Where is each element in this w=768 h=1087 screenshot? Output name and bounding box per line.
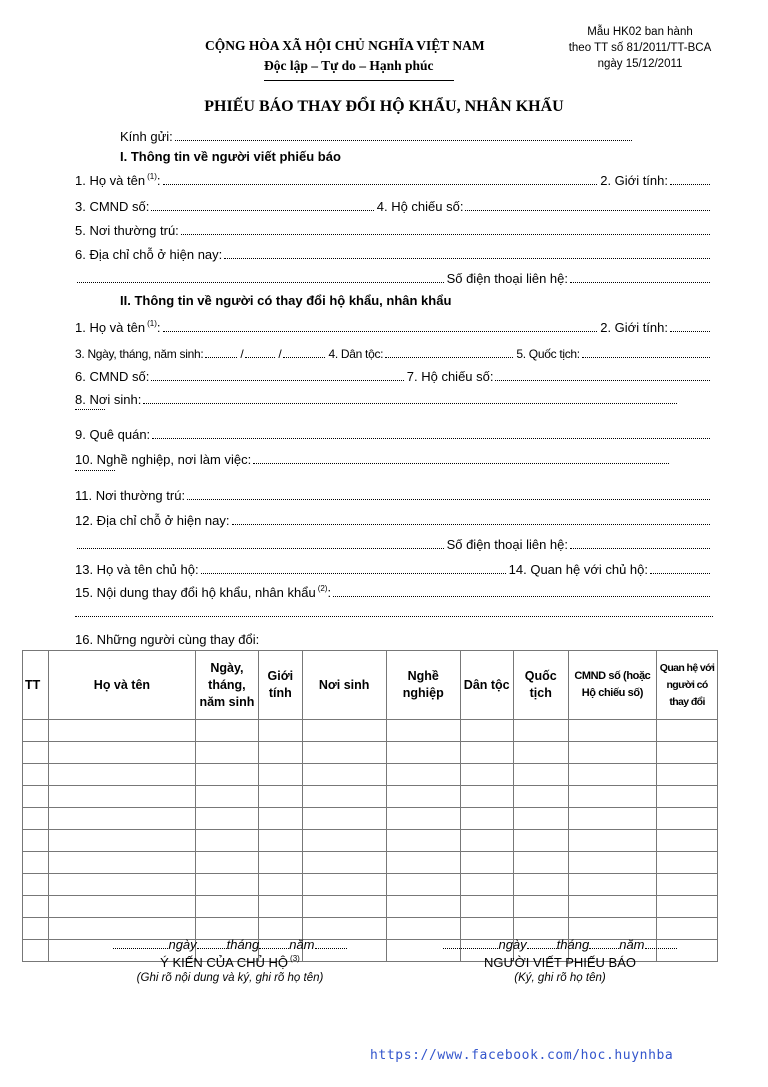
s1-name-field[interactable]	[163, 172, 598, 185]
s2-nation-label: 5. Quốc tịch:	[516, 347, 580, 361]
table-cell[interactable]	[386, 764, 460, 786]
table-cell[interactable]	[302, 742, 386, 764]
s2-dob-sep: /	[278, 347, 282, 361]
right-year-field[interactable]	[589, 938, 619, 949]
table-cell[interactable]	[386, 830, 460, 852]
table-cell[interactable]	[195, 852, 259, 874]
table-cell[interactable]	[23, 874, 49, 896]
table-cell[interactable]	[657, 808, 718, 830]
table-cell[interactable]	[513, 852, 568, 874]
table-cell[interactable]	[23, 940, 49, 962]
table-header-row	[23, 651, 718, 720]
table-cell[interactable]	[259, 830, 302, 852]
table-row	[23, 830, 718, 852]
s2-name-row: 1. Họ và tên (1) : 2. Giới tính:	[75, 319, 713, 337]
table-cell[interactable]	[568, 852, 656, 874]
table-cell[interactable]	[386, 808, 460, 830]
table-row	[23, 852, 718, 874]
table-cell[interactable]	[657, 742, 718, 764]
table-cell[interactable]	[49, 896, 195, 918]
table-cell[interactable]	[657, 830, 718, 852]
table-cell[interactable]	[302, 874, 386, 896]
right-sign-sub: (Ký, ghi rõ họ tên)	[514, 972, 606, 984]
form-note-line: theo TT số 81/2011/TT-BCA	[568, 42, 712, 54]
left-date	[95, 937, 365, 952]
s2-dob-row	[75, 345, 713, 363]
s1-name-row: 1. Họ và tên (1) : 2. Giới tính:	[75, 172, 713, 190]
table-cell[interactable]	[259, 720, 302, 742]
s2-hometown-label: 9. Quê quán:	[75, 427, 151, 442]
s2-dob-sep: /	[240, 347, 244, 361]
table-cell[interactable]	[49, 808, 195, 830]
s2-ethnic-field[interactable]	[385, 345, 513, 358]
greeting-label: Kính gửi:	[120, 129, 173, 144]
table-cell[interactable]	[657, 874, 718, 896]
right-month-label: tháng	[556, 937, 590, 952]
table-cell[interactable]	[23, 896, 49, 918]
section2-heading	[120, 293, 635, 311]
table-cell[interactable]	[49, 786, 195, 808]
s2-phone-row	[75, 536, 713, 554]
left-year-value[interactable]	[315, 938, 347, 949]
right-month-field[interactable]	[527, 938, 557, 949]
s2-ethnic-label: 4. Dân tộc:	[328, 347, 384, 361]
s2-residence-row	[75, 487, 713, 505]
table-cell[interactable]	[513, 874, 568, 896]
motto: Độc lập – Tự do – Hạnh phúc	[264, 58, 434, 73]
s2-content-cont[interactable]	[75, 615, 713, 617]
s1-address-field[interactable]	[224, 246, 710, 259]
greeting-field[interactable]	[175, 128, 632, 141]
s1-residence-field[interactable]	[181, 222, 710, 235]
table-cell[interactable]	[568, 808, 656, 830]
left-day-label: ngày	[168, 937, 197, 952]
table-body	[23, 720, 718, 962]
table-cell[interactable]	[23, 808, 49, 830]
right-year-value[interactable]	[645, 938, 677, 949]
form-note-line: Mẫu HK02 ban hành	[587, 26, 693, 38]
members-table	[22, 650, 718, 962]
s2-others-label: 16. Những người cùng thay đổi:	[75, 632, 260, 647]
table-cell[interactable]	[302, 808, 386, 830]
table-cell[interactable]	[49, 830, 195, 852]
table-cell[interactable]	[49, 720, 195, 742]
s2-dob-year[interactable]	[283, 345, 325, 358]
s2-address-row	[75, 512, 713, 530]
table-cell[interactable]	[195, 720, 259, 742]
s1-passport-field[interactable]	[465, 198, 710, 211]
s2-address-field[interactable]	[232, 512, 710, 525]
s2-passport-field[interactable]	[495, 368, 710, 381]
s2-phone-label: Số điện thoại liên hệ:	[446, 537, 568, 552]
s2-head-row	[75, 561, 713, 579]
left-month-field[interactable]	[197, 938, 227, 949]
table-row	[23, 786, 718, 808]
s2-name-note: (1)	[147, 319, 157, 328]
s1-gender-label: 2. Giới tính:	[600, 173, 668, 188]
greeting-row	[120, 128, 635, 146]
col-id: CMND số (hoặc Hộ chiếu số)	[568, 651, 656, 720]
s2-content-note: (2)	[317, 584, 328, 593]
col-gender: Giới tính	[259, 651, 302, 720]
form-note-line: ngày 15/12/2011	[597, 58, 683, 70]
table-cell[interactable]	[195, 830, 259, 852]
table-cell[interactable]	[259, 896, 302, 918]
country-title: CỘNG HÒA XÃ HỘI CHỦ NGHĨA VIỆT NAM	[205, 38, 485, 53]
section2-heading-text: II. Thông tin về người có thay đổi hộ khẩu, nhân khẩu	[120, 293, 452, 308]
table-cell[interactable]	[195, 786, 259, 808]
col-birthplace: Nơi sinh	[302, 651, 386, 720]
s1-address-field-2[interactable]	[77, 270, 444, 283]
table-cell[interactable]	[513, 830, 568, 852]
col-name: Họ và tên	[49, 651, 195, 720]
s1-name-label: 1. Họ và tên	[75, 173, 146, 188]
s2-dob-label: 3. Ngày, tháng, năm sinh:	[75, 347, 204, 361]
s2-head-field[interactable]	[201, 561, 506, 574]
left-day-field[interactable]	[113, 938, 168, 949]
s2-dob-day[interactable]	[205, 345, 237, 358]
left-month-label: tháng	[226, 937, 260, 952]
table-cell[interactable]	[195, 764, 259, 786]
table-cell[interactable]	[259, 786, 302, 808]
table-cell[interactable]	[460, 786, 513, 808]
right-date	[425, 937, 695, 952]
table-cell[interactable]	[568, 874, 656, 896]
s2-residence-label: 11. Nơi thường trú:	[75, 488, 186, 503]
s2-relation-field[interactable]	[650, 561, 710, 574]
table-row	[23, 896, 718, 918]
table-cell[interactable]	[195, 808, 259, 830]
table-cell[interactable]	[23, 852, 49, 874]
table-row	[23, 764, 718, 786]
right-day-field[interactable]	[443, 938, 498, 949]
table-cell[interactable]	[513, 720, 568, 742]
s2-head-label: 13. Họ và tên chủ hộ:	[75, 562, 199, 577]
s1-address-row	[75, 246, 713, 264]
col-tt: TT	[23, 651, 49, 720]
s2-hometown-row	[75, 426, 713, 444]
col-relation: Quan hệ với người có thay đổi	[657, 651, 718, 720]
table-cell[interactable]	[23, 742, 49, 764]
s1-passport-label: 4. Hộ chiếu số:	[376, 199, 464, 214]
table-cell[interactable]	[460, 764, 513, 786]
s2-address-label: 12. Địa chỉ chỗ ở hiện nay:	[75, 513, 230, 528]
s2-occupation-row	[75, 451, 713, 469]
table-row	[23, 874, 718, 896]
table-cell[interactable]	[657, 896, 718, 918]
s2-name-label: 1. Họ và tên	[75, 320, 146, 335]
table-cell[interactable]	[195, 896, 259, 918]
table-cell[interactable]	[386, 874, 460, 896]
table-cell[interactable]	[460, 742, 513, 764]
s2-occupation-cont[interactable]	[75, 470, 115, 471]
s1-address-label: 6. Địa chỉ chỗ ở hiện nay:	[75, 247, 223, 262]
table-cell[interactable]	[568, 830, 656, 852]
right-year-label: năm	[619, 937, 645, 952]
s2-birthplace-label: 8. Nơi sinh:	[75, 392, 142, 407]
s1-phone-row	[75, 270, 713, 288]
table-cell[interactable]	[23, 764, 49, 786]
col-occupation: Nghề nghiệp	[386, 651, 460, 720]
s2-gender-label: 2. Giới tính:	[600, 320, 668, 335]
table-cell[interactable]	[460, 852, 513, 874]
table-cell[interactable]	[259, 852, 302, 874]
s2-id-field[interactable]	[151, 368, 403, 381]
table-cell[interactable]	[259, 742, 302, 764]
table-cell[interactable]	[657, 786, 718, 808]
table-cell[interactable]	[259, 764, 302, 786]
left-year-label: năm	[289, 937, 315, 952]
s2-content-field[interactable]	[333, 584, 710, 597]
s2-dob-month[interactable]	[245, 345, 275, 358]
s2-nation-field[interactable]	[582, 345, 710, 358]
motto-underline	[264, 80, 454, 81]
table-cell[interactable]	[460, 874, 513, 896]
s2-occupation-field[interactable]	[253, 451, 669, 464]
table-cell[interactable]	[259, 874, 302, 896]
table-cell[interactable]	[460, 896, 513, 918]
table-row	[23, 808, 718, 830]
table-cell[interactable]	[302, 764, 386, 786]
s2-others-row	[75, 632, 713, 650]
table-cell[interactable]	[513, 764, 568, 786]
table-cell[interactable]	[460, 720, 513, 742]
table-cell[interactable]	[657, 852, 718, 874]
col-dob: Ngày, tháng, năm sinh	[195, 651, 259, 720]
s2-relation-label: 14. Quan hệ với chủ hộ:	[508, 562, 648, 577]
s2-residence-field[interactable]	[187, 487, 710, 500]
table-cell[interactable]	[513, 742, 568, 764]
s1-residence-label: 5. Nơi thường trú:	[75, 223, 179, 238]
table-cell[interactable]	[568, 720, 656, 742]
s2-passport-label: 7. Hộ chiếu số:	[406, 369, 494, 384]
s2-content-label: 15. Nội dung thay đổi hộ khẩu, nhân khẩu	[75, 585, 316, 600]
form-title: PHIẾU BÁO THAY ĐỔI HỘ KHẨU, NHÂN KHẨU	[204, 98, 564, 115]
left-sign-sub: (Ghi rõ nội dung và ký, ghi rõ họ tên)	[136, 972, 324, 984]
s1-name-note: (1)	[147, 172, 157, 181]
table-row	[23, 742, 718, 764]
s2-name-field[interactable]	[163, 319, 598, 332]
table-row	[23, 720, 718, 742]
table-cell[interactable]	[195, 742, 259, 764]
form-note	[555, 24, 725, 72]
s1-residence-row	[75, 222, 713, 240]
section1-heading-text: I. Thông tin về người viết phiếu báo	[120, 149, 341, 164]
table-cell[interactable]	[568, 896, 656, 918]
col-nationality: Quốc tịch	[513, 651, 568, 720]
s2-birthplace-cont[interactable]	[75, 409, 105, 410]
s2-occupation-label: 10. Nghề nghiệp, nơi làm việc:	[75, 452, 252, 467]
table-cell[interactable]	[302, 896, 386, 918]
table-cell[interactable]	[49, 742, 195, 764]
s1-gender-field[interactable]	[670, 172, 710, 185]
table-cell[interactable]	[23, 830, 49, 852]
s1-phone-field[interactable]	[570, 270, 710, 283]
table-cell[interactable]	[513, 808, 568, 830]
table-cell[interactable]	[568, 742, 656, 764]
s1-id-row	[75, 198, 713, 216]
s2-birthplace-row	[75, 391, 713, 409]
s1-id-label: 3. CMND số:	[75, 199, 150, 214]
table-cell[interactable]	[657, 720, 718, 742]
table-cell[interactable]	[49, 852, 195, 874]
s2-birthplace-field[interactable]	[143, 391, 677, 404]
table-cell[interactable]	[386, 896, 460, 918]
s1-id-field[interactable]	[151, 198, 373, 211]
table-cell[interactable]	[259, 808, 302, 830]
table-cell[interactable]	[195, 874, 259, 896]
table-cell[interactable]	[386, 742, 460, 764]
s2-gender-field[interactable]	[670, 319, 710, 332]
s2-phone-field[interactable]	[570, 536, 710, 549]
s2-address-field-2[interactable]	[77, 536, 444, 549]
left-sign-note: (3)	[290, 954, 300, 963]
left-year-field[interactable]	[259, 938, 289, 949]
table-cell[interactable]	[23, 786, 49, 808]
table-cell[interactable]	[49, 874, 195, 896]
table-cell[interactable]	[23, 918, 49, 940]
table-cell[interactable]	[568, 764, 656, 786]
footer-link[interactable]: https://www.facebook.com/hoc.huynhba	[370, 1048, 674, 1063]
right-sign-title: NGƯỜI VIẾT PHIẾU BÁO	[483, 955, 637, 970]
table-cell[interactable]	[657, 764, 718, 786]
table-cell[interactable]	[302, 786, 386, 808]
table-cell[interactable]	[513, 786, 568, 808]
table-cell[interactable]	[302, 830, 386, 852]
s1-phone-label: Số điện thoại liên hệ:	[446, 271, 568, 286]
table-cell[interactable]	[49, 764, 195, 786]
s2-id-label: 6. CMND số:	[75, 369, 150, 384]
table-cell[interactable]	[302, 720, 386, 742]
table-cell[interactable]	[568, 786, 656, 808]
table-cell[interactable]	[386, 720, 460, 742]
s2-id-row	[75, 368, 713, 386]
table-cell[interactable]	[460, 830, 513, 852]
left-sign-title-text: Ý KIẾN CỦA CHỦ HỘ	[160, 955, 289, 970]
table-cell[interactable]	[302, 852, 386, 874]
table-cell[interactable]	[386, 852, 460, 874]
table-cell[interactable]	[386, 786, 460, 808]
s2-content-row: 15. Nội dung thay đổi hộ khẩu, nhân khẩu (2) :	[75, 584, 713, 602]
right-day-label: ngày	[498, 937, 527, 952]
left-sign-title	[95, 955, 365, 970]
section1-heading	[120, 149, 635, 167]
table-cell[interactable]	[23, 720, 49, 742]
table-cell[interactable]	[460, 808, 513, 830]
table-cell[interactable]	[513, 896, 568, 918]
s2-hometown-field[interactable]	[152, 426, 710, 439]
col-ethnicity: Dân tộc	[460, 651, 513, 720]
